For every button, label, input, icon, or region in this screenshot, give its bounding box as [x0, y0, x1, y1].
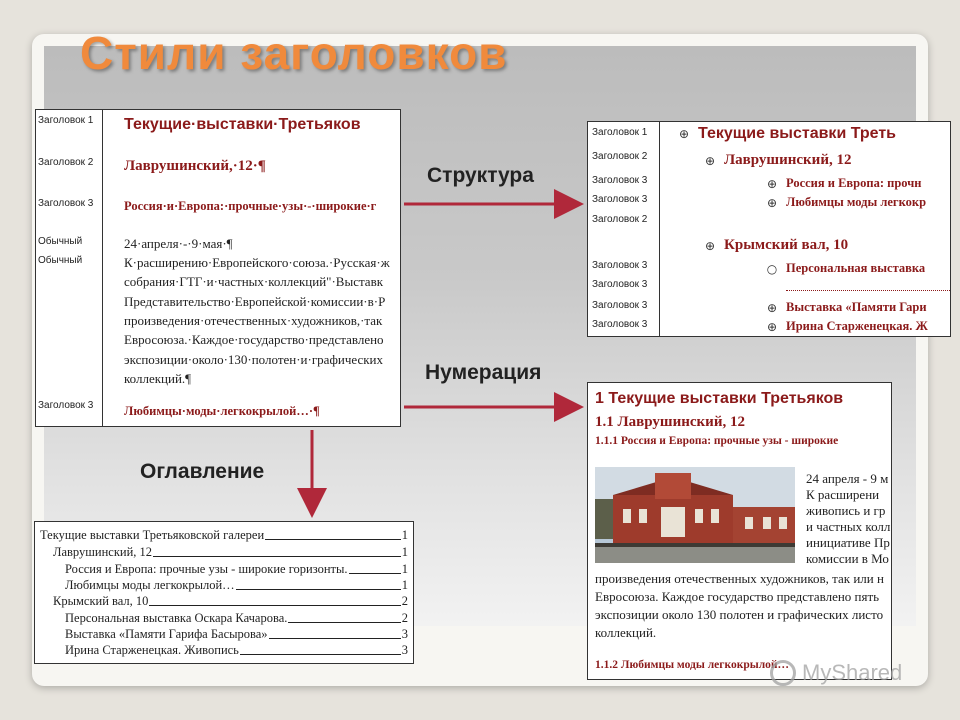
outline-item-level2[interactable]	[704, 237, 848, 254]
numbering-label: Нумерация	[425, 361, 542, 384]
toc-row[interactable]	[53, 594, 408, 609]
style-area	[588, 122, 660, 336]
outline-item-label: Крымский вал, 10	[724, 237, 849, 253]
toc-row[interactable]	[65, 627, 408, 642]
body-line: произведения·отечественных·художников,·так	[124, 313, 383, 328]
body-line: К расширени	[806, 487, 880, 502]
toc-entry-text: Лаврушинский, 12	[53, 545, 153, 559]
heading-2: Лаврушинский,·12·¶	[124, 158, 266, 174]
outline-item-level3[interactable]	[766, 300, 927, 315]
style-name: Заголовок 2	[592, 151, 648, 162]
body-line: 24 апреля - 9 м	[806, 471, 889, 486]
expand-plus-icon[interactable]: ⊕	[766, 176, 778, 191]
style-name: Заголовок 3	[38, 198, 94, 209]
toc-leader	[149, 605, 400, 606]
watermark-logo-icon	[770, 660, 796, 686]
style-name: Заголовок 2	[38, 157, 94, 168]
toc-page: 1	[401, 578, 408, 592]
collapse-minus-icon[interactable]: ○	[766, 261, 778, 276]
draft-view-panel	[35, 109, 401, 427]
numbered-view-panel	[587, 382, 892, 680]
body-line: и частных колл	[806, 519, 891, 534]
outline-item-level2[interactable]	[704, 152, 851, 169]
style-name: Заголовок 3	[592, 175, 648, 186]
toc-page: 2	[401, 611, 408, 625]
toc-row[interactable]	[65, 578, 408, 593]
outline-item-label: Выставка «Памяти Гари	[786, 300, 927, 314]
toc-entry-text: Любимцы моды легкокрылой…	[65, 578, 235, 592]
body-line: К·расширению·Европейского·союза.·Русская·ж	[124, 255, 390, 270]
heading-1: Текущие·выставки·Третьяков	[124, 116, 361, 133]
toc-row[interactable]	[65, 643, 408, 658]
style-name: Заголовок 3	[592, 300, 648, 311]
body-line: коллекций.	[595, 625, 657, 640]
outline-item-label: Любимцы моды легкокр	[786, 195, 927, 209]
numbered-heading-1: 1 Текущие выставки Третьяков	[595, 390, 844, 407]
outline-item-level3[interactable]	[766, 195, 926, 210]
toc-leader	[265, 539, 401, 540]
toc-row[interactable]	[53, 545, 408, 560]
style-name: Заголовок 3	[592, 279, 648, 290]
outline-item-level3[interactable]	[766, 176, 921, 191]
outline-item-level1[interactable]	[678, 125, 896, 143]
numbered-heading-2: 1.1 Лаврушинский, 12	[595, 414, 745, 430]
outline-item-level3[interactable]	[766, 261, 925, 276]
toc-entry-text: Ирина Старженецкая. Живопись	[65, 643, 239, 657]
expand-plus-icon[interactable]: ⊕	[678, 127, 690, 141]
numbered-heading-3: 1.1.2 Любимцы моды легкокрылой…	[595, 659, 790, 671]
toc-row[interactable]	[65, 611, 408, 626]
body-line: Евросоюза. Каждое государство представлено пять	[595, 589, 880, 604]
toc-entry-text: Текущие выставки Третьяковской галереи	[40, 528, 265, 542]
style-name: Заголовок 1	[592, 127, 648, 138]
toc-panel	[34, 521, 414, 664]
toc-leader	[269, 638, 401, 639]
toc-leader	[240, 654, 401, 655]
toc-entry-text: Выставка «Памяти Гарифа Басырова»	[65, 627, 268, 641]
toc-leader	[349, 573, 401, 574]
toc-page: 1	[401, 545, 408, 559]
heading-3: Россия·и·Европа:·прочные·узы·-·широкие·г	[124, 199, 377, 213]
slide-title: Стили заголовков	[80, 27, 508, 79]
expand-plus-icon[interactable]: ⊕	[766, 195, 778, 210]
style-name: Заголовок 1	[38, 115, 94, 126]
body-line: коллекций.¶	[124, 371, 192, 386]
body-line: живопись и гр	[806, 503, 886, 518]
expand-plus-icon[interactable]: ⊕	[704, 238, 716, 253]
outline-item-level3[interactable]	[766, 319, 928, 334]
toc-page: 3	[401, 627, 408, 641]
body-line: Представительство·Европейской·комиссии·в·Р	[124, 294, 386, 309]
toc-page: 1	[401, 528, 408, 542]
style-name: Заголовок 3	[592, 194, 648, 205]
numbered-heading-3: 1.1.1 Россия и Европа: прочные узы - широкие	[595, 435, 839, 447]
style-name: Заголовок 2	[592, 214, 648, 225]
toc-leader	[236, 589, 401, 590]
toc-leader	[153, 556, 401, 557]
toc-leader	[288, 622, 400, 623]
structure-label: Структура	[427, 164, 534, 187]
toc-row[interactable]	[40, 528, 408, 543]
toc-entry-text: Персональная выставка Оскара Качарова.	[65, 611, 288, 625]
body-line: 24·апреля·-·9·мая·¶	[124, 236, 233, 251]
body-line: комиссии в Мо	[806, 551, 889, 566]
outline-item-label: Россия и Европа: прочн	[786, 176, 922, 190]
toc-entry-text: Крымский вал, 10	[53, 594, 149, 608]
style-name: Заголовок 3	[38, 400, 94, 411]
collapsed-text-indicator	[786, 290, 951, 291]
body-line: произведения отечественных художников, так или н	[595, 571, 884, 586]
body-line: собрания·ГТГ·и·частных·коллекций"·Выставк	[124, 274, 384, 289]
outline-item-label: Ирина Старженецкая. Ж	[786, 319, 928, 333]
body-line: инициативе Пр	[806, 535, 890, 550]
body-line: экспозиции·около·130·полотен·и·графических	[124, 352, 384, 367]
toc-page: 3	[401, 643, 408, 657]
toc-label: Оглавление	[140, 460, 265, 483]
outline-item-label: Лаврушинский, 12	[724, 152, 852, 168]
expand-plus-icon[interactable]: ⊕	[704, 153, 716, 168]
toc-row[interactable]	[65, 562, 408, 577]
toc-entry-text: Россия и Европа: прочные узы - широкие горизонты.	[65, 562, 348, 576]
body-line: экспозиции около 130 полотен и графических листо	[595, 607, 884, 622]
style-name: Обычный	[38, 255, 83, 266]
heading-3: Любимцы·моды·легкокрылой…·¶	[124, 404, 320, 418]
style-name: Заголовок 3	[592, 260, 648, 271]
expand-plus-icon[interactable]: ⊕	[766, 319, 778, 334]
style-name: Обычный	[38, 236, 83, 247]
gallery-photo	[595, 467, 795, 563]
expand-plus-icon[interactable]: ⊕	[766, 300, 778, 315]
watermark-text: MyShared	[802, 660, 903, 685]
toc-page: 1	[401, 562, 408, 576]
outline-item-label: Текущие выставки Треть	[698, 125, 897, 142]
outline-item-label: Персональная выставка	[786, 261, 926, 275]
body-line: Евросоюза.·Каждое·государство·представлено	[124, 332, 384, 347]
watermark	[770, 660, 902, 686]
toc-page: 2	[401, 594, 408, 608]
style-name: Заголовок 3	[592, 319, 648, 330]
outline-view-panel	[587, 121, 951, 337]
style-area	[36, 110, 103, 426]
